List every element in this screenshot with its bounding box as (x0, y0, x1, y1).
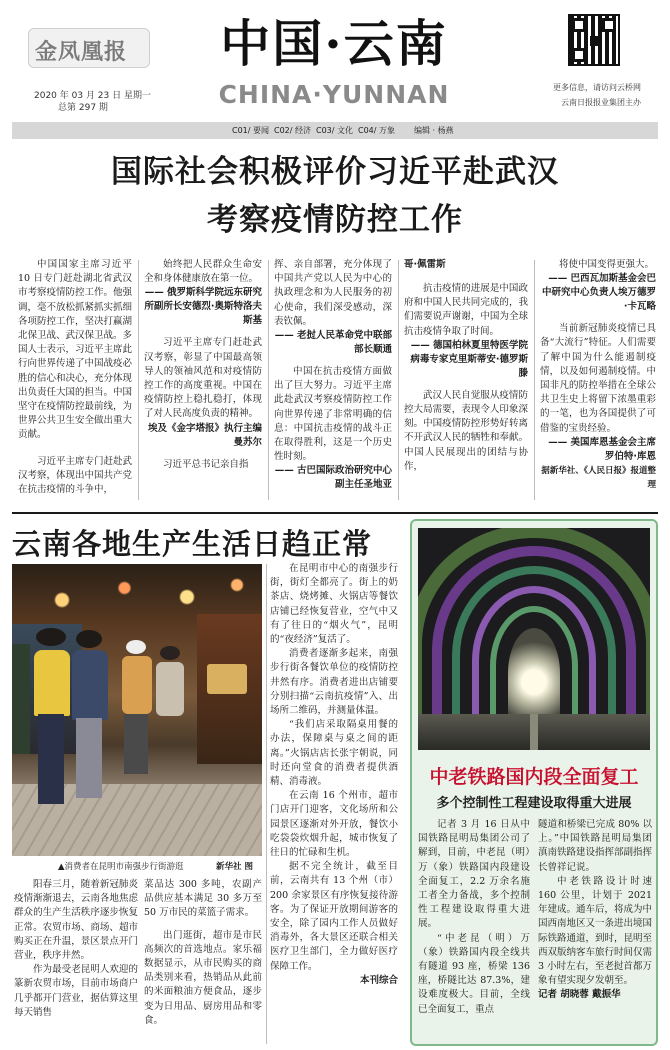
index-item[interactable]: C02/ 经济 (274, 126, 312, 135)
qr-caption-1: 更多信息，请访问云桥网 (553, 83, 641, 92)
paragraph: 将使中国变得更强大。 (559, 259, 655, 270)
index-item[interactable]: C01/ 要闻 (232, 126, 270, 135)
yunnan-headline: 云南各地生产生活日趋正常 (12, 527, 373, 561)
paragraph: 抗击疫情的进展是中国政府和中国人民共同完成的，我们需要说声谢谢，中国为全球抗击疫情争取了时间。 (404, 283, 528, 337)
paragraph: 阳春三月，随着新冠肺炎疫情渐渐退去，云南各地焦虑群众的生产生活秩序逐步恢复正常。农贸市场、商场、超市购买正在升温，景区景点开门营业，秩序井然。 (14, 879, 138, 962)
paragraph: 始终把人民群众生命安全和身体健康放在第一位。 (144, 259, 262, 285)
section-index-bar (12, 122, 658, 139)
tunnel-photo (418, 528, 650, 750)
paragraph: 在昆明市中心的南强步行街，街灯全都亮了。街上的奶茶店、烧烤摊、火锅店等餐饮店铺已经恢复营业，空气中又有了往日的“烟火气”，昆明的“夜经济”复活了。 (270, 563, 398, 646)
paragraph: 中国在抗击疫情方面做出了巨大努力。习近平主席此赴武汉考察疫情防控工作向世界传递了非常明确的信息：中国抗击疫情的战斗正在取得胜利，这是一个历史性时刻。 (274, 366, 392, 463)
paragraph: 菜品达 300 多吨，农副产品供应基本满足 30 多万至 50 万市民的菜篮子需求。 (144, 879, 262, 919)
paragraph: 习近平主席专门赶赴武汉考察，彰显了中国最高领导人的领袖风范和对疫情防控工作的高度重视。中国在疫情防控上稳扎稳打，体现了对人民高度负责的精神。 (144, 337, 262, 420)
quote-signature: —— 古巴国际政治研究中心副主任圣地亚 (274, 465, 392, 491)
railway-headline: 中老铁路国内段全面复工 (429, 766, 639, 788)
photo-caption: ▲消费者在昆明市南强步行街游逛 (58, 862, 184, 872)
paragraph: 武汉人民自觉服从疫情防控大局需要，表现令人印象深刻。中国疫情防控形势好转离不开武汉人民的牺牲和奉献。中国人民展现出的团结与协作， (404, 389, 528, 472)
paragraph: 挥、亲自部署，充分体现了中国共产党以人民为中心的执政理念和为人民服务的初心使命，我们深受感动，深表钦佩。 (274, 259, 392, 327)
index-item[interactable]: C03/ 文化 (316, 126, 354, 135)
paragraph: 据不完全统计，截至目前，云南共有 13 个州（市）200 余家景区有序恢复接待游客。为了保证开放期间游客的安全，除了园内工作人员做好消毒外，各大景区还联合相关医疗卫生部门，全力做好医疗保障工作。 (270, 861, 398, 972)
lead-col-2 (144, 258, 262, 508)
quote-signature: 埃及《金字塔报》执行主编曼苏尔 (147, 422, 262, 448)
lead-col-5 (540, 258, 656, 508)
paragraph: 消费者逐渐多起来，南强步行街各餐饮单位的疫情防控井然有序。消费者进出店铺要分别扫描“云南抗疫情”入、出场所二维码，并测量体温。 (270, 648, 398, 717)
lead-headline-line1: 国际社会积极评价习近平赴武汉 (111, 154, 559, 190)
yunnan-col-c (270, 562, 398, 1048)
issue-date: 2020 年 03 月 23 日 星期一 (34, 91, 151, 101)
lead-col-3 (274, 258, 392, 508)
paragraph: 当前新冠肺炎疫情已具备“大流行”特征。人们需要了解中国为什么能遏制疫情，以及如何遏制疫情。中国非凡的防控举措在全球公共卫生史上将留下浓墨重彩的一笔，也为各国提供了可借鉴的宝贵经验。 (540, 323, 656, 434)
quote-signature: —— 美国库恩基金会主席罗伯特·库恩 (548, 436, 656, 462)
paragraph: 习近平总书记亲自指 (163, 458, 249, 470)
quote-signature: —— 德国柏林夏里特医学院病毒专家克里斯蒂安·德罗斯滕 (410, 339, 528, 379)
byline: 记者 胡晓蓉 戴振华 (538, 989, 621, 1001)
lead-col-4 (404, 258, 528, 508)
yunnan-col-a (14, 878, 138, 1046)
photo-credit: 新华社 图 (216, 862, 253, 872)
railway-col-e (538, 818, 652, 1044)
lead-headline-line2: 考察疫情防控工作 (207, 202, 463, 238)
railway-subheadline: 多个控制性工程建设取得重大进展 (436, 796, 632, 811)
street-photo (12, 564, 262, 856)
masthead-title-en: CHINA·YUNNAN (218, 80, 450, 109)
lead-col-1 (18, 258, 132, 508)
quote-signature: —— 巴西瓦加斯基金会巴中研究中心负责人埃万德罗·卡瓦略 (541, 273, 656, 313)
paragraph: 习近平主席专门赶赴武汉考察，体现出中国共产党在抗击疫情的斗争中， (18, 455, 132, 496)
index-item[interactable]: C04/ 万象 (358, 126, 396, 135)
newspaper-logo (28, 28, 150, 68)
paragraph: 记者 3 月 16 日从中国铁路昆明局集团公司了解到，目前，中老昆（明）万（象）铁路国内段建设全面复工，2.2 万余名施工者全力备战，多个控制性工程建设取得重大进展。 (418, 819, 530, 930)
quote-signature: 哥·佩雷斯 (404, 259, 446, 270)
masthead-title-cn: 中国·云南 (220, 14, 448, 73)
quote-signature: —— 俄罗斯科学院远东研究所副所长安德烈·奥斯特洛夫斯基 (144, 287, 262, 327)
byline: 本刊综合 (359, 974, 398, 986)
issue-number: 总第 297 期 (58, 103, 108, 113)
editor-credit: 编辑 · 杨燕 (414, 126, 454, 135)
paragraph: 隧道和桥梁已完成 80% 以上。”中国铁路昆明局集团滇南铁路建设指挥部副指挥长曾祥记说。 (538, 819, 652, 873)
qr-caption-2: 云南日报报业集团主办 (561, 98, 641, 107)
logo-text: 金凤凰报 (35, 39, 128, 65)
paragraph: 在云南 16 个州市，超市门店开门迎客，文化场所和公园景区逐渐对外开放，餐饮小吃袋袋炊烟升起，城市恢复了往日的忙碌和生机。 (270, 790, 398, 859)
yunnan-col-b (144, 878, 262, 1046)
paragraph: 中老铁路设计时速 160 公里，计划于 2021 年建成。通车后，将成为中国西南地区又一条进出境国际铁路通道，到时，昆明至西双版纳客车旅行时间仅需 3 小时左右，至老挝首都万象有望实现夕发朝至。 (538, 875, 652, 987)
railway-col-d (418, 818, 530, 1044)
paragraph: 出门逛街，超市是市民高频次的首选地点。家乐福数据显示，从市民购买的商品类别来看，热销品从此前的米面粮油方便食品，逐步变为日用品、厨房用品和零食。 (144, 929, 262, 1026)
paragraph: 中国国家主席习近平 10 日专门赶赴湖北省武汉市考察疫情防控工作。他强调，毫不放松抓紧抓实抓细各项防控工作，坚决打赢湖北保卫战、武汉保卫战。多国人士表示，习近平主席此行向世界传递了中国战疫必胜的信心和决心，充分体现出负责任大国的担当。中国坚守在疫情防控最前线，为世界公共卫生安全做出重大贡献。 (18, 259, 132, 441)
paragraph: “中老昆（明）万（象）铁路国内段全线共有隧道 93 座，桥梁 136 座，桥隧比达 87.3%，建设难度极大。目前，全线已全面复工，重点 (418, 932, 530, 1015)
source-note: 据新华社、《人民日报》报道整理 (541, 465, 656, 490)
paragraph: 作为最受老昆明人欢迎的篆新农贸市场，目前市场商户几乎都开门营业，据估算这里每天销售 (14, 964, 138, 1018)
qr-code (568, 14, 620, 66)
paragraph: “我们店采取隔桌用餐的办法，保障桌与桌之间的距离。”火锅店店长张宇朝说，同时还向堂食的消费者提供酒精、消毒液。 (270, 719, 398, 788)
quote-signature: —— 老挝人民革命党中联部部长顺通 (274, 330, 392, 356)
masthead (0, 0, 670, 122)
